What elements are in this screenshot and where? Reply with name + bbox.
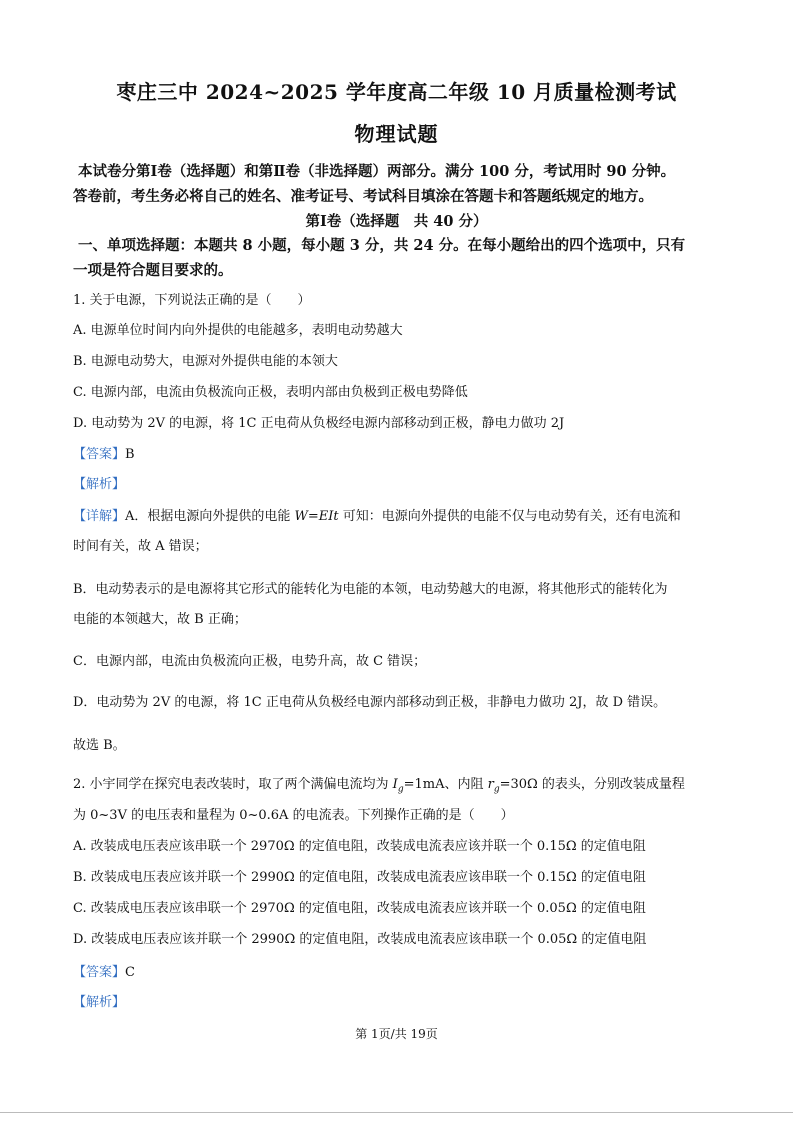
- q1-detail-d: D．电动势为 2V 的电源，将 1C 正电荷从负极经电源内部移动到正极，非静电力做功 2J，故 D 错误。: [73, 695, 667, 710]
- symbol-rg-subscript: g: [493, 784, 500, 795]
- q2-stem-mid: =1mA、内阻: [403, 777, 488, 792]
- page-number: 第 1页/共 19页: [355, 1027, 438, 1041]
- symbol-ig: I: [392, 777, 398, 792]
- q2-option-d: D. 改装成电压表应该并联一个 2990Ω 的定值电阻，改装成电流表应该串联一个 0.05Ω 的定值电阻: [73, 932, 647, 947]
- q2-answer-line: [73, 961, 733, 980]
- q2-stem-pre: 2. 小宇同学在探究电表改装时，取了两个满偏电流均为: [73, 777, 393, 792]
- q1-detail-a-line-2: 时间有关，故 A 错误；: [73, 539, 208, 554]
- answer-tag: 【答案】: [73, 447, 126, 462]
- q2-stem-line-2: 为 0~3V 的电压表和量程为 0~0.6A 的电流表。下列操作正确的是（ ）: [73, 808, 514, 823]
- q1-detail-b-line-1: B．电动势表示的是电源将其它形式的能转化为电能的本领，电动势越大的电源，将其他形式的能转化为: [73, 582, 668, 597]
- q1-option-a: A. 电源单位时间内向外提供的电能越多，表明电动势越大: [73, 323, 403, 338]
- q1-answer: B: [125, 447, 135, 462]
- q1-detail-c: C．电源内部，电流由负极流向正极，电势升高，故 C 错误；: [73, 654, 427, 669]
- detail-tag: 【详解】: [73, 509, 126, 524]
- symbol-ig-subscript: g: [397, 784, 404, 795]
- q1-detail-a-post: 可知：电源向外提供的电能不仅与电动势有关，还有电流和: [338, 509, 681, 524]
- q1-detail-a-pre: A．根据电源向外提供的电能: [125, 509, 295, 524]
- q1-conclusion: 故选 B。: [73, 738, 126, 753]
- part-1-heading: 第Ⅰ卷（选择题 共 40 分）: [305, 213, 488, 230]
- q2-option-b: B. 改装成电压表应该并联一个 2990Ω 的定值电阻，改装成电流表应该串联一个 0.15Ω 的定值电阻: [73, 870, 646, 885]
- q1-option-c: C. 电源内部，电流由负极流向正极，表明内部由负极到正极电势降低: [73, 385, 468, 400]
- exam-title: 枣庄三中 2024~2025 学年度高二年级 10 月质量检测考试: [116, 80, 677, 104]
- symbol-rg: r: [487, 777, 494, 792]
- formula-w-eit: W=EIt: [294, 509, 339, 524]
- section-1-heading-b: 一项是符合题目要求的。: [73, 262, 233, 279]
- q1-option-d: D. 电动势为 2V 的电源，将 1C 正电荷从负极经电源内部移动到正极，静电力做功 2J: [73, 416, 565, 431]
- q2-stem-line-1: [73, 773, 733, 795]
- q2-analysis-tag: 【解析】: [73, 995, 126, 1010]
- answer-tag: 【答案】: [73, 965, 126, 980]
- q2-stem-post: =30Ω 的表头，分别改装成量程: [499, 777, 685, 792]
- q1-detail-b-line-2: 电能的本领越大，故 B 正确；: [73, 612, 247, 627]
- q1-analysis-tag: 【解析】: [73, 477, 126, 492]
- section-1-heading-a: 一、单项选择题：本题共 8 小题，每小题 3 分，共 24 分。在每小题给出的四个选项中，只有: [78, 237, 686, 254]
- q1-option-b: B. 电源电动势大，电源对外提供电能的本领大: [73, 354, 338, 369]
- q1-answer-line: [73, 443, 733, 462]
- q2-answer: C: [125, 965, 135, 980]
- instructions-line-2: 答卷前，考生务必将自己的姓名、准考证号、考试科目填涂在答题卡和答题纸规定的地方。: [73, 188, 653, 205]
- q2-option-a: A. 改装成电压表应该串联一个 2970Ω 的定值电阻，改装成电流表应该并联一个 0.15Ω 的定值电阻: [73, 839, 646, 854]
- q1-stem: 1. 关于电源，下列说法正确的是（ ）: [73, 293, 311, 308]
- bottom-divider: [0, 1112, 793, 1113]
- exam-subtitle: 物理试题: [354, 122, 439, 146]
- q1-detail-a-line-1: [73, 505, 733, 524]
- instructions-line-1: 本试卷分第Ⅰ卷（选择题）和第Ⅱ卷（非选择题）两部分。满分 100 分，考试用时 90 分钟。: [78, 163, 676, 180]
- q2-option-c: C. 改装成电压表应该串联一个 2970Ω 的定值电阻，改装成电流表应该并联一个 0.05Ω 的定值电阻: [73, 901, 646, 916]
